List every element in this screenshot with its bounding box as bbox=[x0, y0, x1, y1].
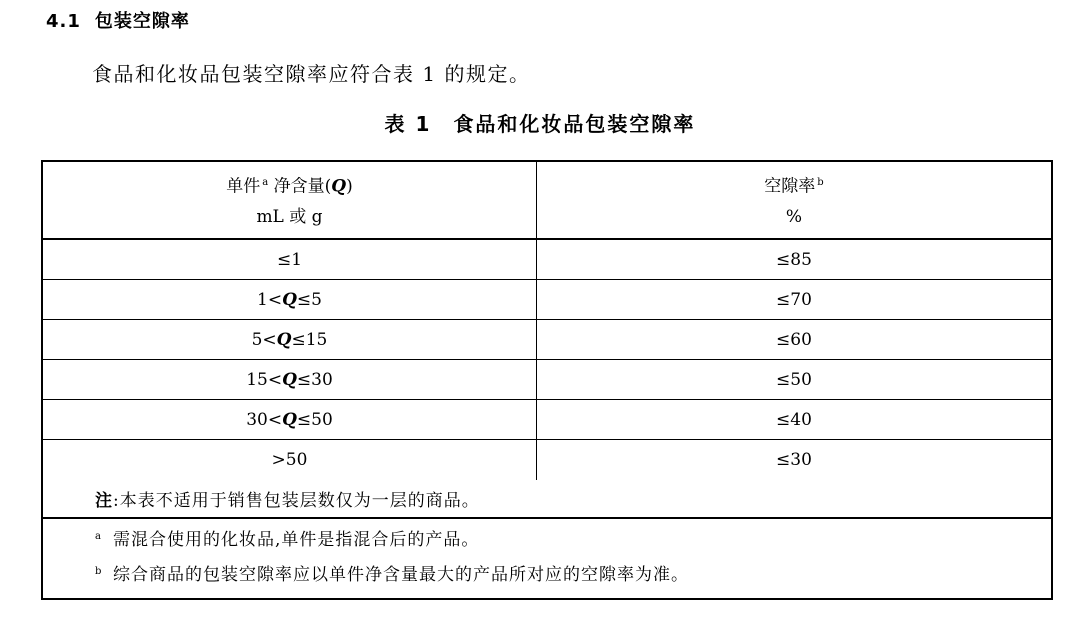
header-void-ratio-line1 bbox=[764, 168, 823, 202]
footnote-text: 需混合使用的化妆品,单件是指混合后的产品。 bbox=[113, 529, 480, 550]
void-ratio-cell: ≤50 bbox=[776, 369, 812, 390]
header-net-content-unit: mL 或 g bbox=[256, 206, 323, 227]
net-content-text: >50 bbox=[271, 450, 308, 470]
footnote-marker: b bbox=[817, 177, 824, 189]
table-header-row bbox=[43, 162, 1051, 240]
void-ratio-cell: ≤30 bbox=[776, 450, 812, 470]
header-text: 净含量( bbox=[268, 176, 332, 197]
q-symbol: Q bbox=[276, 329, 292, 350]
footnote-mark: a bbox=[95, 530, 102, 542]
table-row bbox=[43, 280, 1051, 320]
header-text: 空隙率 bbox=[764, 176, 816, 197]
net-content-text: 30< bbox=[246, 409, 283, 430]
q-symbol: Q bbox=[282, 409, 297, 430]
table-row bbox=[43, 240, 1051, 280]
net-content-text: ≤15 bbox=[291, 329, 328, 350]
footnote-text: 综合商品的包装空隙率应以单件净含量最大的产品所对应的空隙率为准。 bbox=[113, 564, 689, 585]
net-content-cell bbox=[43, 400, 537, 439]
net-content-cell bbox=[43, 360, 537, 399]
net-content-cell bbox=[43, 320, 537, 359]
net-content-text: ≤50 bbox=[296, 409, 333, 430]
void-ratio-cell: ≤70 bbox=[776, 289, 812, 310]
footnote-b bbox=[95, 559, 1051, 594]
header-void-ratio bbox=[537, 162, 1051, 238]
q-symbol: Q bbox=[282, 289, 297, 310]
q-symbol: Q bbox=[331, 176, 347, 197]
section-title: 包装空隙率 bbox=[94, 11, 190, 32]
table-caption-title: 食品和化妆品包装空隙率 bbox=[453, 112, 696, 136]
footnote-marker: a bbox=[262, 177, 269, 189]
net-content-text: ≤30 bbox=[296, 369, 333, 390]
net-content-text: 15< bbox=[246, 369, 283, 390]
table-row bbox=[43, 360, 1051, 400]
section-number: 4.1 bbox=[46, 11, 81, 32]
table-caption bbox=[0, 108, 1080, 137]
table-row bbox=[43, 320, 1051, 360]
note-label: 注 bbox=[95, 491, 113, 511]
net-content-cell bbox=[43, 280, 537, 319]
table-row bbox=[43, 440, 1051, 480]
net-content-text: 1< bbox=[257, 289, 283, 310]
packaging-void-ratio-table bbox=[41, 160, 1053, 600]
footnote-a bbox=[95, 524, 1051, 559]
header-net-content bbox=[43, 162, 537, 238]
void-ratio-cell: ≤85 bbox=[776, 249, 812, 270]
q-symbol: Q bbox=[282, 369, 297, 390]
section-heading bbox=[46, 7, 190, 33]
void-ratio-cell: ≤40 bbox=[776, 409, 812, 430]
net-content-text: 5< bbox=[251, 329, 277, 350]
net-content-text: ≤1 bbox=[276, 249, 303, 270]
void-ratio-cell: ≤60 bbox=[776, 329, 812, 350]
table-caption-number: 表 1 bbox=[384, 112, 432, 136]
table-note-row bbox=[43, 480, 1051, 519]
header-text: ) bbox=[346, 176, 353, 197]
net-content-text: ≤5 bbox=[296, 289, 322, 310]
note-text: :本表不适用于销售包装层数仅为一层的商品。 bbox=[113, 491, 480, 511]
table-row bbox=[43, 400, 1051, 440]
footnote-mark: b bbox=[95, 565, 103, 577]
intro-paragraph: 食品和化妆品包装空隙率应符合表 1 的规定。 bbox=[92, 62, 531, 86]
net-content-cell bbox=[43, 440, 537, 480]
table-footnotes bbox=[43, 519, 1051, 598]
header-void-ratio-unit: % bbox=[785, 206, 803, 227]
header-net-content-line1 bbox=[226, 168, 352, 202]
net-content-cell bbox=[43, 240, 537, 279]
header-text: 单件 bbox=[226, 176, 261, 197]
